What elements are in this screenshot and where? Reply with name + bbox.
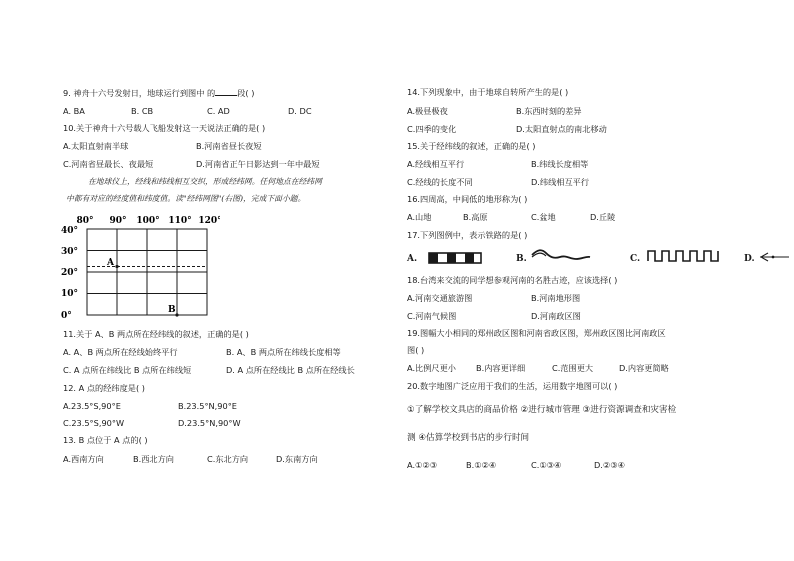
q12-option-d: D.23.5°N,90°W: [178, 418, 241, 428]
q11-option-c: C. A 点所在纬线比 B 点所在纬线短: [63, 365, 192, 375]
q20-option-d: D.②③④: [594, 460, 625, 470]
lon-label-100: 100°: [136, 216, 160, 226]
q19-stem-line-2: 图( ): [407, 345, 425, 355]
q15-option-b: B.纬线长度相等: [531, 159, 589, 169]
q17-option-d: D.: [744, 254, 755, 264]
q17-option-c: C.: [630, 254, 641, 264]
answer-blank: [215, 88, 237, 96]
q18-option-b: B.河南地形图: [531, 293, 581, 303]
q12-option-c: C.23.5°S,90°W: [63, 418, 125, 428]
q15-stem: 15.关于经纬线的叙述，正确的是( ): [407, 141, 536, 151]
q11-option-d: D. A 点所在经线比 B 点所在经线长: [226, 365, 355, 375]
q11-option-a: A. A、B 两点所在经线始终平行: [63, 347, 178, 357]
q16-option-a: A.山地: [407, 212, 432, 222]
q16-option-b: B.高原: [463, 212, 488, 222]
lat-label-40: 40°: [61, 226, 79, 236]
intro-line-2: 中都有对应的经度值和纬度值。读"经纬网图"(右图)，完成下面小题。: [66, 194, 306, 203]
q19-option-a: A.比例尺更小: [407, 363, 456, 373]
q9-option-a: A. BA: [63, 106, 85, 116]
q10-option-b: B.河南省昼长夜短: [196, 141, 262, 151]
point-a-label: A: [107, 258, 114, 268]
q19-stem-line-1: 19.图幅大小相同的郑州政区图和河南省政区图，郑州政区图比河南政区: [407, 328, 666, 338]
lat-label-10: 10°: [61, 289, 79, 299]
q17-stem: 17.下列图例中，表示铁路的是( ): [407, 230, 528, 240]
q16-option-c: C.盆地: [531, 212, 556, 222]
q20-option-a: A.①②③: [407, 460, 438, 470]
q14-option-d: D.太阳直射点的南北移动: [516, 124, 607, 134]
q13-option-d: D.东南方向: [276, 454, 318, 464]
q10-option-a: A.太阳直射南半球: [63, 141, 129, 151]
q9-option-c: C. AD: [207, 106, 230, 116]
point-b-marker: [175, 313, 178, 316]
q14-option-b: B.东西时刻的差异: [516, 106, 582, 116]
q9-option-b: B. CB: [131, 106, 154, 116]
q19-option-c: C.范围更大: [552, 363, 594, 373]
q20-option-c: C.①③④: [531, 460, 562, 470]
q13-option-b: B.西北方向: [133, 454, 174, 464]
q17-option-b: B.: [516, 254, 527, 264]
q11-option-b: B. A、B 两点所在纬线长度相等: [226, 347, 341, 357]
lon-label-120: 120°: [198, 216, 220, 226]
lat-lon-grid-figure: [60, 214, 220, 324]
q16-stem: 16.四周高，中间低的地形称为( ): [407, 194, 528, 204]
q12-stem: 12. A 点的经纬度是( ): [63, 383, 145, 393]
lat-label-30: 30°: [61, 247, 79, 257]
q18-option-d: D.河南政区图: [531, 311, 581, 321]
river-symbol-icon: [530, 247, 592, 265]
q15-option-d: D.纬线相互平行: [531, 177, 590, 187]
q11-stem: 11.关于 A、B 两点所在经纬线的叙述，正确的是( ): [63, 329, 249, 339]
q9-stem: 9. 神舟十六号发射日，地球运行到图中 的 段( ): [63, 88, 255, 98]
lon-label-80: 80°: [76, 216, 94, 226]
q18-stem: 18.台湾来交流的同学想参观河南的名胜古迹，应该选择( ): [407, 275, 618, 285]
q19-option-d: D.内容更简略: [619, 363, 669, 373]
q14-option-c: C.四季的变化: [407, 124, 457, 134]
point-b-label: B: [168, 305, 176, 315]
lon-label-110: 110°: [168, 216, 192, 226]
lon-label-90: 90°: [109, 216, 127, 226]
lat-label-0: 0°: [61, 311, 72, 321]
q15-option-a: A.经线相互平行: [407, 159, 465, 169]
lat-label-20: 20°: [61, 268, 79, 278]
q17-option-a: A.: [407, 254, 418, 264]
q12-option-b: B.23.5°N,90°E: [178, 401, 237, 411]
q10-option-c: C.河南省昼最长、夜最短: [63, 159, 154, 169]
q20-statement-line-2: 测 ④估算学校到书店的步行时间: [407, 433, 530, 443]
q12-option-a: A.23.5°S,90°E: [63, 401, 121, 411]
q20-stem: 20.数字地图广泛应用于我们的生活，运用数字地图可以( ): [407, 381, 618, 391]
q15-option-c: C.经线的长度不同: [407, 177, 473, 187]
q13-option-a: A.西南方向: [63, 454, 104, 464]
q10-stem: 10.关于神舟十六号载人飞船发射这一天说法正确的是( ): [63, 123, 266, 133]
wall-symbol-icon: [647, 248, 719, 264]
q20-statement-line-1: ①了解学校文具店的商品价格 ②进行城市管理 ③进行资源调查和灾害检: [407, 405, 677, 415]
q13-option-c: C.东北方向: [207, 454, 249, 464]
q10-option-d: D.河南省正午日影达到一年中最短: [196, 159, 320, 169]
grid-svg: [60, 214, 220, 324]
intro-line-1: 在地球仪上，经线和纬线相互交织，形成经纬网。任何地点在经纬网: [88, 177, 322, 186]
railway-symbol-icon: [428, 251, 482, 265]
q19-option-b: B.内容更详细: [476, 363, 526, 373]
q9-option-d: D. DC: [288, 106, 312, 116]
q16-option-d: D.丘陵: [590, 212, 616, 222]
q14-stem: 14.下列现象中，由于地球自转所产生的是( ): [407, 87, 569, 97]
boundary-symbol-icon: [759, 251, 789, 263]
q13-stem: 13. B 点位于 A 点的( ): [63, 435, 148, 445]
q14-option-a: A.极昼极夜: [407, 106, 448, 116]
point-a-marker: [115, 265, 118, 268]
q20-option-b: B.①②④: [466, 460, 497, 470]
q18-option-a: A.河南交通旅游图: [407, 293, 473, 303]
graticule: [87, 229, 207, 315]
q18-option-c: C.河南气候图: [407, 311, 457, 321]
